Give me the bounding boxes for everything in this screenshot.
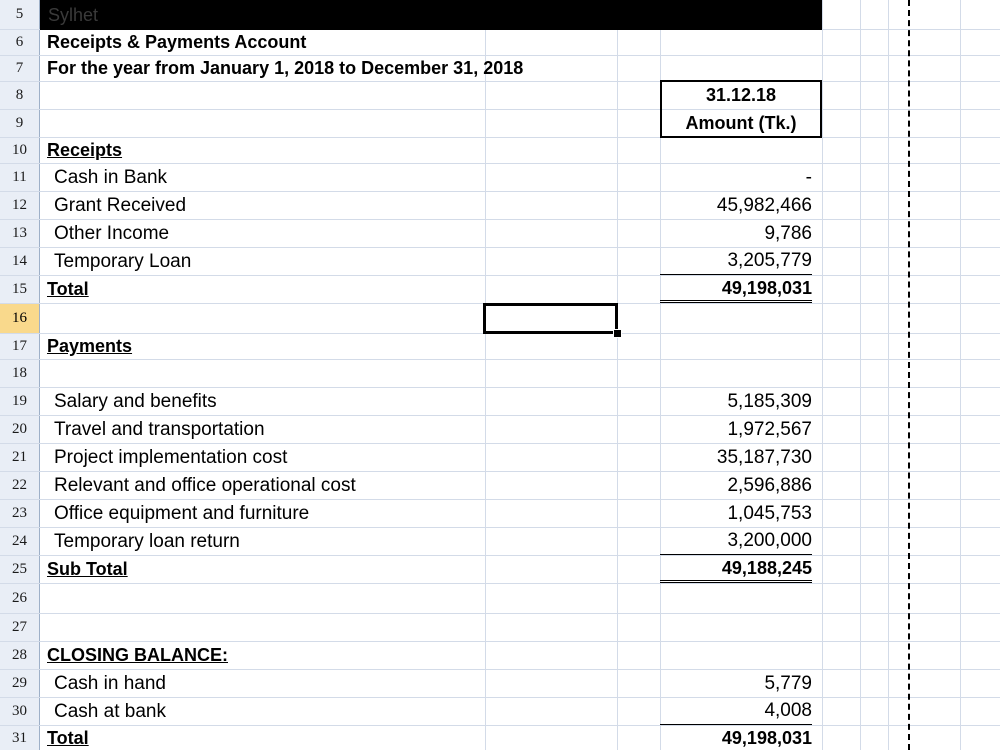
closing-total[interactable]: 49,198,031 [721,727,812,748]
receipt-label[interactable]: Cash in Bank [54,166,168,188]
row-23[interactable] [0,500,1000,528]
row-header[interactable]: 19 [0,388,40,415]
row-header[interactable]: 31 [0,726,40,750]
row-25[interactable] [0,556,1000,584]
active-cell[interactable] [483,303,618,334]
row-30[interactable] [0,698,1000,726]
amount-header[interactable]: Amount (Tk.) [685,113,797,133]
filled-cell-row5[interactable] [40,0,822,30]
closing-heading[interactable]: CLOSING BALANCE: [47,645,228,665]
receipt-amount[interactable]: - [805,166,812,188]
row-17[interactable] [0,334,1000,360]
row-header[interactable]: 11 [0,164,40,191]
row-5[interactable] [0,0,1000,30]
row-header[interactable]: 10 [0,138,40,163]
row-header[interactable]: 15 [0,276,40,303]
receipt-amount[interactable]: 9,786 [764,222,812,244]
row-header[interactable]: 9 [0,110,40,137]
closing-label[interactable]: Cash in hand [54,672,166,694]
receipt-amount[interactable]: 45,982,466 [716,194,812,216]
payment-label[interactable]: Project implementation cost [54,446,288,468]
payment-amount[interactable]: 3,200,000 [660,528,812,555]
row-header[interactable]: 29 [0,670,40,697]
closing-label[interactable]: Cash at bank [54,700,166,722]
closing-amount[interactable]: 4,008 [660,698,812,725]
receipts-total-label[interactable]: Total [47,279,89,299]
report-title[interactable]: Receipts & Payments Account [47,32,307,52]
date-header[interactable]: 31.12.18 [705,85,777,105]
row-10[interactable] [0,138,1000,164]
row-header[interactable]: 25 [0,556,40,583]
payments-subtotal[interactable]: 49,188,245 [660,556,812,583]
row5-text: Sylhet [48,5,99,25]
report-period[interactable]: For the year from January 1, 2018 to December 31, 2018 [47,58,524,78]
row-header[interactable]: 12 [0,192,40,219]
row-header[interactable]: 22 [0,472,40,499]
receipts-heading[interactable]: Receipts [47,140,123,160]
payment-amount[interactable]: 1,045,753 [727,502,812,524]
receipt-label[interactable]: Temporary Loan [54,250,192,272]
row-14[interactable] [0,248,1000,276]
row-8[interactable] [0,82,1000,110]
row-header[interactable]: 30 [0,698,40,725]
row-28[interactable] [0,642,1000,670]
row-header[interactable]: 26 [0,584,40,613]
row-header[interactable]: 5 [0,0,40,29]
row-header-selected[interactable]: 16 [0,304,40,333]
row-19[interactable] [0,388,1000,416]
row-header[interactable]: 28 [0,642,40,669]
row-29[interactable] [0,670,1000,698]
row-21[interactable] [0,444,1000,472]
row-15[interactable] [0,276,1000,304]
row-20[interactable] [0,416,1000,444]
row-header[interactable]: 21 [0,444,40,471]
row-27[interactable] [0,614,1000,642]
row-header[interactable]: 7 [0,56,40,81]
row-12[interactable] [0,192,1000,220]
payment-amount[interactable]: 1,972,567 [727,418,812,440]
payment-amount[interactable]: 5,185,309 [727,390,812,412]
row-7[interactable] [0,56,1000,82]
payment-label[interactable]: Relevant and office operational cost [54,474,356,496]
receipts-total[interactable]: 49,198,031 [660,276,812,303]
page-break-line [908,0,910,750]
payment-amount[interactable]: 2,596,886 [727,474,812,496]
row-header[interactable]: 6 [0,30,40,55]
row-header[interactable]: 13 [0,220,40,247]
row-6[interactable] [0,30,1000,56]
row-31[interactable] [0,726,1000,750]
row-header[interactable]: 27 [0,614,40,641]
payment-label[interactable]: Salary and benefits [54,390,217,412]
receipt-label[interactable]: Other Income [54,222,170,244]
payment-label[interactable]: Office equipment and furniture [54,502,310,524]
closing-amount[interactable]: 5,779 [764,672,812,694]
payment-label[interactable]: Temporary loan return [54,530,240,552]
receipt-label[interactable]: Grant Received [54,194,187,216]
payments-heading[interactable]: Payments [47,336,133,356]
receipt-amount[interactable]: 3,205,779 [660,248,812,275]
row-22[interactable] [0,472,1000,500]
payment-label[interactable]: Travel and transportation [54,418,265,440]
row-26[interactable] [0,584,1000,614]
closing-total-label[interactable]: Total [47,727,89,748]
row-header[interactable]: 23 [0,500,40,527]
row-18[interactable] [0,360,1000,388]
row-13[interactable] [0,220,1000,248]
row-header[interactable]: 14 [0,248,40,275]
row-11[interactable] [0,164,1000,192]
row-header[interactable]: 18 [0,360,40,387]
row-header[interactable]: 24 [0,528,40,555]
row-9[interactable] [0,110,1000,138]
row-header[interactable]: 17 [0,334,40,359]
row-header[interactable]: 20 [0,416,40,443]
row-header[interactable]: 8 [0,82,40,109]
payments-subtotal-label[interactable]: Sub Total [47,559,128,579]
payment-amount[interactable]: 35,187,730 [716,446,812,468]
row-24[interactable] [0,528,1000,556]
